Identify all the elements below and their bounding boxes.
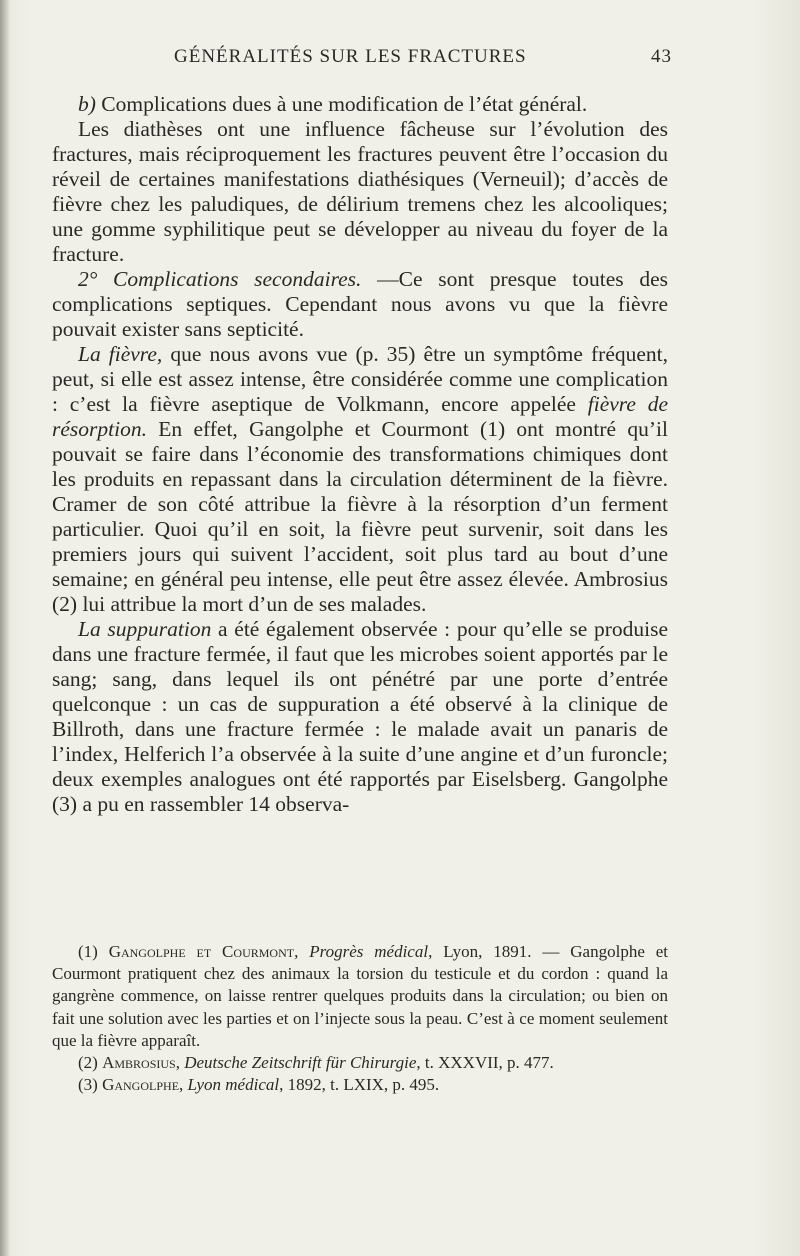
footnote-text: , 1892, t. LXIX, p. 495. (279, 1075, 440, 1095)
footnote-mark: (1) (78, 942, 109, 961)
footnote-text: , Lyon, 1891. — Gangolphe et Courmont pratiquent chez des animaux la torsion du testicule et du cordon : quand la gangrène commence, on laisse rentrer quelques produits dans la circulation; ou bien on fait une solution avec les parties et on l’injecte sous la peau. C’est à ce moment seulement que la fièvre apparaît. (52, 942, 669, 1050)
footnote-separator: , (294, 942, 310, 961)
paragraph-secondary-complications (52, 267, 668, 342)
footnote-3 (52, 1074, 668, 1096)
topic-fever: La fièvre, (78, 342, 163, 366)
main-text (52, 92, 668, 817)
running-header (52, 46, 672, 76)
paragraph-text: —Ce sont presque toutes des complications septiques. Cependant nous avons vu que la fièvre pouvait exister sans septicité. (52, 267, 668, 341)
footnote-1 (52, 941, 668, 1052)
footnote-journal: Lyon médical (187, 1075, 280, 1095)
footnote-2 (52, 1052, 668, 1074)
paragraph-fever (52, 342, 668, 617)
section-heading-text: Complications dues à une modification de l’état général. (95, 92, 588, 116)
section-letter: b) (78, 92, 96, 116)
page-number: 43 (651, 46, 672, 67)
footnote-journal: Deutsche Zeitschrift für Chirurgie (184, 1053, 417, 1073)
paragraph-complications-general (52, 92, 668, 117)
paragraph-suppuration (52, 617, 668, 817)
footnote-author: Gangolphe (102, 1075, 180, 1095)
footnote-author: Gangolphe et Courmont (108, 942, 295, 961)
paragraph-text: En effet, Gangolphe et Courmont (1) ont montré qu’il pouvait se faire dans l’économie des transformations chimiques dont les produits en repassant dans la circulation déterminent de la fièvre. Cramer de son côté attribue la fièvre à la résorption d’un ferment particulier. Quoi qu’il en soit, la fièvre peut survenir, soit dans les premiers jours qui suivent l’accident, soit plus tard au bout d’une semaine; en général peu intense, elle peut être assez élevée. Ambrosius (2) lui attribue la mort d’un de ses malades. (52, 417, 668, 616)
footnote-separator: , (179, 1075, 188, 1095)
running-title: GÉNÉRALITÉS SUR LES FRACTURES (174, 46, 527, 67)
footnote-separator: , (175, 1053, 185, 1073)
paragraph-text: que nous avons vue (p. 35) être un symptôme fréquent, peut, si elle est assez intense, être considérée comme une complication : c’est la fièvre aseptique de Volkmann, encore appelée (52, 342, 669, 416)
footnote-author: Ambrosius (102, 1053, 176, 1073)
topic-suppuration: La suppuration (78, 617, 212, 641)
footnotes (52, 941, 668, 1096)
footnote-mark: (2) (78, 1053, 103, 1073)
page-spine-shadow (0, 0, 10, 1256)
footnote-text: , t. XXXVII, p. 477. (416, 1053, 554, 1073)
subsection-heading: 2° Complications secondaires. (78, 267, 362, 291)
paragraph-text: a été également observée : pour qu’elle se produise dans une fracture fermée, il faut que les microbes soient apportés par le sang; sang, dans lequel ils ont pénétré par une porte d’entrée quelconque : un cas de suppuration a été observé à la clinique de Billroth, dans une fracture fermée : le malade avait un panaris de l’index, Helferich l’a observée à la suite d’une angine et d’un furoncle; deux exemples analogues ont été rapportés par Eiselsberg. Gangolphe (3) a pu en rassembler 14 observa- (52, 617, 669, 816)
term-resorption-fever: fièvre de résorption. (52, 392, 668, 441)
footnote-journal: Progrès médical (309, 942, 429, 961)
paragraph-diatheses: Les diathèses ont une influence fâcheuse sur l’évolution des fractures, mais réciproquement les fractures peuvent être l’occasion du réveil de certaines manifestations diathésiques (Verneuil); d’accès de fièvre chez les paludiques, de délirium tremens chez les alcooliques; une gomme syphilitique peut se développer au niveau du foyer de la fracture. (52, 117, 668, 266)
footnote-mark: (3) (78, 1075, 103, 1095)
